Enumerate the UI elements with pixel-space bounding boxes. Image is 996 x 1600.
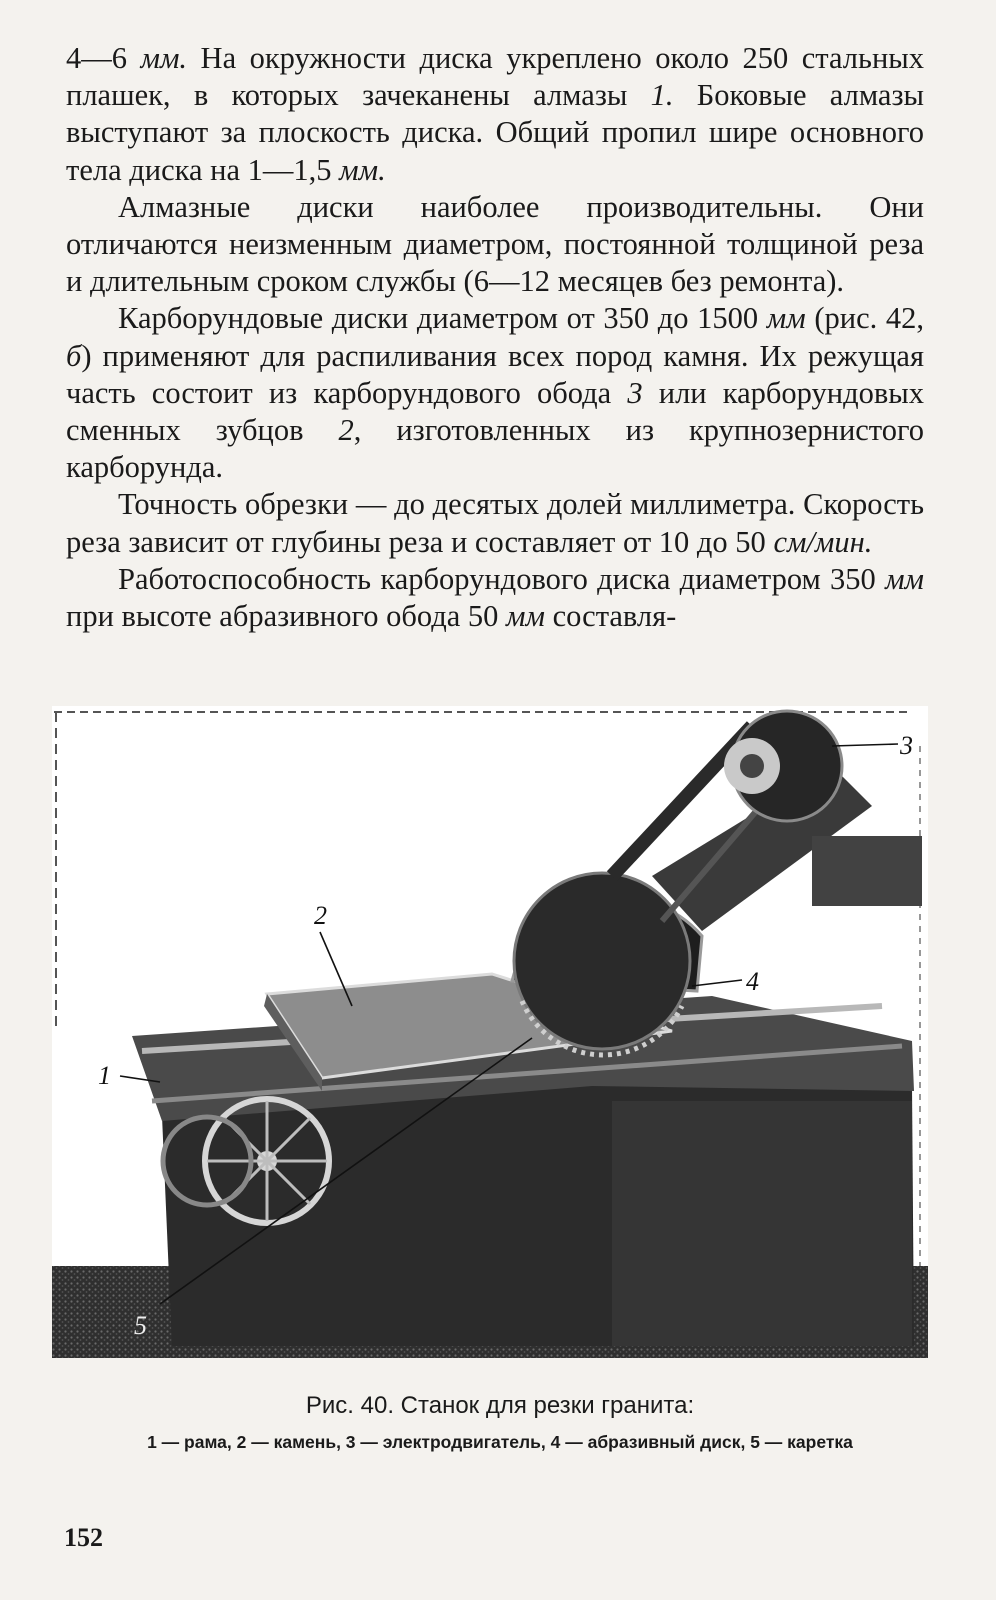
text-run: Работоспособность карборундового диска диаметром 350: [118, 561, 886, 596]
label-1: 1: [98, 1061, 111, 1090]
text-run: см/мин.: [773, 524, 873, 559]
text-run: Точность обрезки — до десятых долей миллиметра. Скорость реза зависит от глубины реза и составляет от 10 до 50: [66, 487, 924, 559]
text-run: (рис. 42,: [805, 301, 924, 336]
machine-photo: [52, 706, 928, 1358]
text-run: мм.: [140, 41, 188, 75]
label-2: 2: [314, 901, 327, 930]
paragraph: [66, 300, 924, 486]
text-run: Боковые алмазы выступают за плоскость диска. Общий пропил шире основного тела диска на 1—1,5: [66, 78, 924, 187]
paragraph: [66, 486, 924, 560]
text-run: или карборундовых сменных зубцов: [66, 375, 924, 448]
figure-legend: 1 — рама, 2 — камень, 3 — электродвигатель, 4 — абразивный диск, 5 — каретка: [147, 1432, 853, 1452]
text-run: мм: [766, 301, 806, 336]
body-text: [66, 40, 924, 635]
text-run: Алмазные диски наиболее производительны. Они отличаются неизменным диаметром, постоянной толщиной реза и длительным сроком службы (6—12 месяцев без ремонта).: [66, 189, 924, 299]
label-5: 5: [134, 1311, 147, 1340]
abrasive-disc: [514, 873, 690, 1049]
text-run: , изготовленных из крупнозернистого карборунда.: [66, 413, 924, 485]
text-run: при высоте абразивного обода 50: [66, 599, 507, 634]
text-run: составля-: [544, 599, 677, 634]
text-run: На окружности диска укреплено около 250 стальных плашек, в которых зачеканены алмазы: [66, 41, 925, 113]
text-run: мм.: [339, 152, 386, 187]
paragraph: [66, 561, 924, 635]
paragraph: [66, 189, 924, 301]
text-run: мм: [506, 599, 545, 634]
text-run: ) применяют для распиливания всех пород камня. Их режущая часть состоит из карборундового обода: [66, 338, 924, 410]
paragraph: [66, 40, 924, 189]
text-run: б: [66, 338, 82, 373]
text-run: 4—6: [66, 41, 141, 75]
label-4: 4: [746, 967, 759, 996]
text-run: 3: [627, 375, 643, 410]
text-run: мм: [885, 561, 924, 596]
label-3: 3: [900, 731, 913, 760]
text-run: 2: [338, 413, 354, 448]
page-number: 152: [64, 1523, 103, 1552]
text-run: 1.: [650, 78, 674, 113]
figure-caption: Рис. 40. Станок для резки гранита:: [305, 1392, 695, 1419]
text-run: Карборундовые диски диаметром от 350 до 1500: [118, 301, 767, 336]
